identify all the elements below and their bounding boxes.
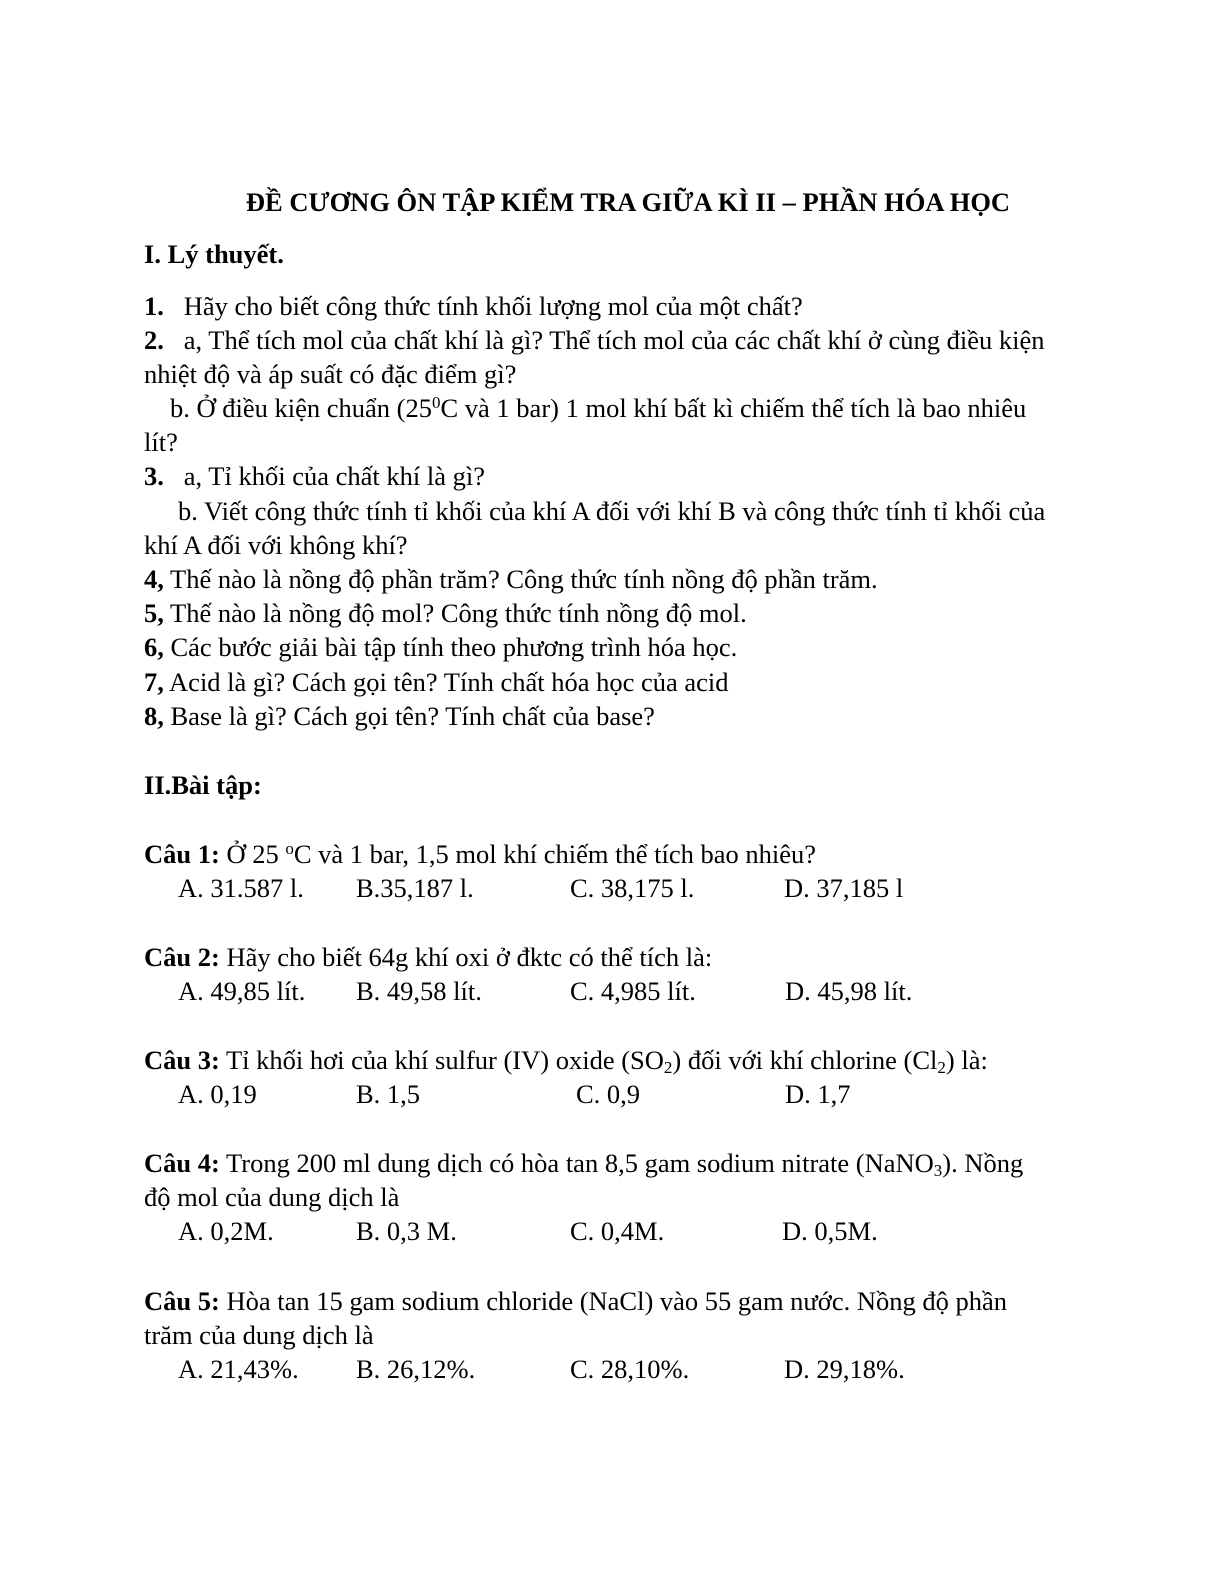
question-number: 3. <box>144 461 164 491</box>
option-c: C. 0,9 <box>576 1079 641 1109</box>
theory-question-5 <box>144 596 1084 630</box>
option-a: A. 31.587 l. <box>178 873 304 903</box>
question-number: 7, <box>144 667 164 697</box>
question-label: Câu 1: <box>144 839 220 869</box>
question-label: Câu 4: <box>144 1148 220 1178</box>
question-text: Hòa tan 15 gam sodium chloride (NaCl) vào 55 gam nước. Nồng độ phần <box>226 1286 1007 1316</box>
option-a: A. 49,85 lít. <box>178 976 306 1006</box>
theory-question-2a-cont: nhiệt độ và áp suất có đặc điểm gì? <box>144 359 517 389</box>
question-number: 4, <box>144 564 164 594</box>
theory-question-1 <box>144 289 1084 323</box>
exercise-4-question <box>144 1146 1084 1180</box>
question-label: Câu 2: <box>144 942 220 972</box>
option-b: B. 49,58 lít. <box>356 976 482 1006</box>
question-text: Hãy cho biết 64g khí oxi ở đktc có thể tích là: <box>226 942 713 972</box>
option-d: D. 0,5M. <box>782 1216 878 1246</box>
option-b: B. 0,3 M. <box>356 1216 457 1246</box>
option-d: D. 45,98 lít. <box>785 976 913 1006</box>
question-number: 6, <box>144 632 164 662</box>
question-label: Câu 3: <box>144 1045 220 1075</box>
option-b: B. 26,12%. <box>356 1354 476 1384</box>
question-text: ). Nồng <box>942 1148 1024 1178</box>
question-text: Thế nào là nồng độ phần trăm? Công thức tính nồng độ phần trăm. <box>170 564 878 594</box>
question-text: Các bước giải bài tập tính theo phương trình hóa học. <box>170 632 738 662</box>
theory-question-7 <box>144 665 1084 699</box>
option-c: C. 28,10%. <box>570 1354 690 1384</box>
theory-question-6 <box>144 630 1084 664</box>
exercise-1-question <box>144 837 1084 871</box>
option-d: D. 37,185 l <box>784 873 904 903</box>
option-a: A. 21,43%. <box>178 1354 299 1384</box>
question-text: Hãy cho biết công thức tính khối lượng mol của một chất? <box>183 291 803 321</box>
theory-question-2b-cont: lít? <box>144 427 178 457</box>
option-d: D. 29,18%. <box>784 1354 905 1384</box>
question-text: a, Tỉ khối của chất khí là gì? <box>183 461 485 491</box>
theory-question-3a <box>144 459 1084 493</box>
theory-question-8 <box>144 699 1084 733</box>
question-number: 1. <box>144 291 164 321</box>
document-title: ĐỀ CƯƠNG ÔN TẬP KIỂM TRA GIỮA KÌ II – PHẦN HÓA HỌC <box>245 187 1011 217</box>
question-text: C và 1 bar, 1,5 mol khí chiếm thể tích bao nhiêu? <box>293 839 817 869</box>
question-text: Ở 25 <box>226 839 286 869</box>
theory-question-4 <box>144 562 1084 596</box>
question-text: Acid là gì? Cách gọi tên? Tính chất hóa học của acid <box>169 667 729 697</box>
theory-question-3b: b. Viết công thức tính tỉ khối của khí A đối với khí B và công thức tính tỉ khối của <box>178 496 1046 526</box>
subscript: 2 <box>663 1058 673 1077</box>
theory-question-2b <box>144 391 1110 425</box>
question-number: 2. <box>144 325 164 355</box>
subscript: 2 <box>937 1058 946 1077</box>
option-c: C. 0,4M. <box>570 1216 665 1246</box>
exercise-4-question-cont: độ mol của dung dịch là <box>144 1182 400 1212</box>
question-text: Base là gì? Cách gọi tên? Tính chất của base? <box>170 701 655 731</box>
question-text: b. Ở điều kiện chuẩn (25 <box>170 393 432 423</box>
exercise-5-question <box>144 1284 1084 1318</box>
question-label: Câu 5: <box>144 1286 220 1316</box>
exercise-5-question-cont: trăm của dung dịch là <box>144 1320 374 1350</box>
question-text: ) đối với khí chlorine (Cl <box>672 1045 938 1075</box>
question-text: a, Thể tích mol của chất khí là gì? Thể tích mol của các chất khí ở cùng điều kiện <box>183 325 1045 355</box>
exercise-3-question <box>144 1043 1084 1077</box>
exercise-2-question <box>144 940 1084 974</box>
option-b: B.35,187 l. <box>356 873 474 903</box>
option-d: D. 1,7 <box>785 1079 851 1109</box>
superscript: 0 <box>432 393 441 412</box>
question-text: Thế nào là nồng độ mol? Công thức tính nồng độ mol. <box>170 598 747 628</box>
theory-question-3b-cont: khí A đối với không khí? <box>144 530 408 560</box>
question-text: C và 1 bar) 1 mol khí bất kì chiếm thể tích là bao nhiêu <box>440 393 1027 423</box>
superscript: o <box>285 839 294 858</box>
section-exercises-heading: II.Bài tập: <box>144 770 262 800</box>
question-text: Tỉ khối hơi của khí sulfur (IV) oxide (SO <box>225 1045 664 1075</box>
question-text: ) là: <box>945 1045 988 1075</box>
section-theory-heading: I. Lý thuyết. <box>144 239 284 269</box>
option-a: A. 0,19 <box>178 1079 257 1109</box>
option-b: B. 1,5 <box>356 1079 421 1109</box>
option-c: C. 38,175 l. <box>570 873 695 903</box>
subscript: 3 <box>933 1161 943 1180</box>
theory-question-2a <box>144 323 1084 357</box>
question-text: Trong 200 ml dung dịch có hòa tan 8,5 gam sodium nitrate (NaNO <box>225 1148 934 1178</box>
option-c: C. 4,985 lít. <box>570 976 696 1006</box>
option-a: A. 0,2M. <box>178 1216 274 1246</box>
question-number: 8, <box>144 701 164 731</box>
question-number: 5, <box>144 598 164 628</box>
